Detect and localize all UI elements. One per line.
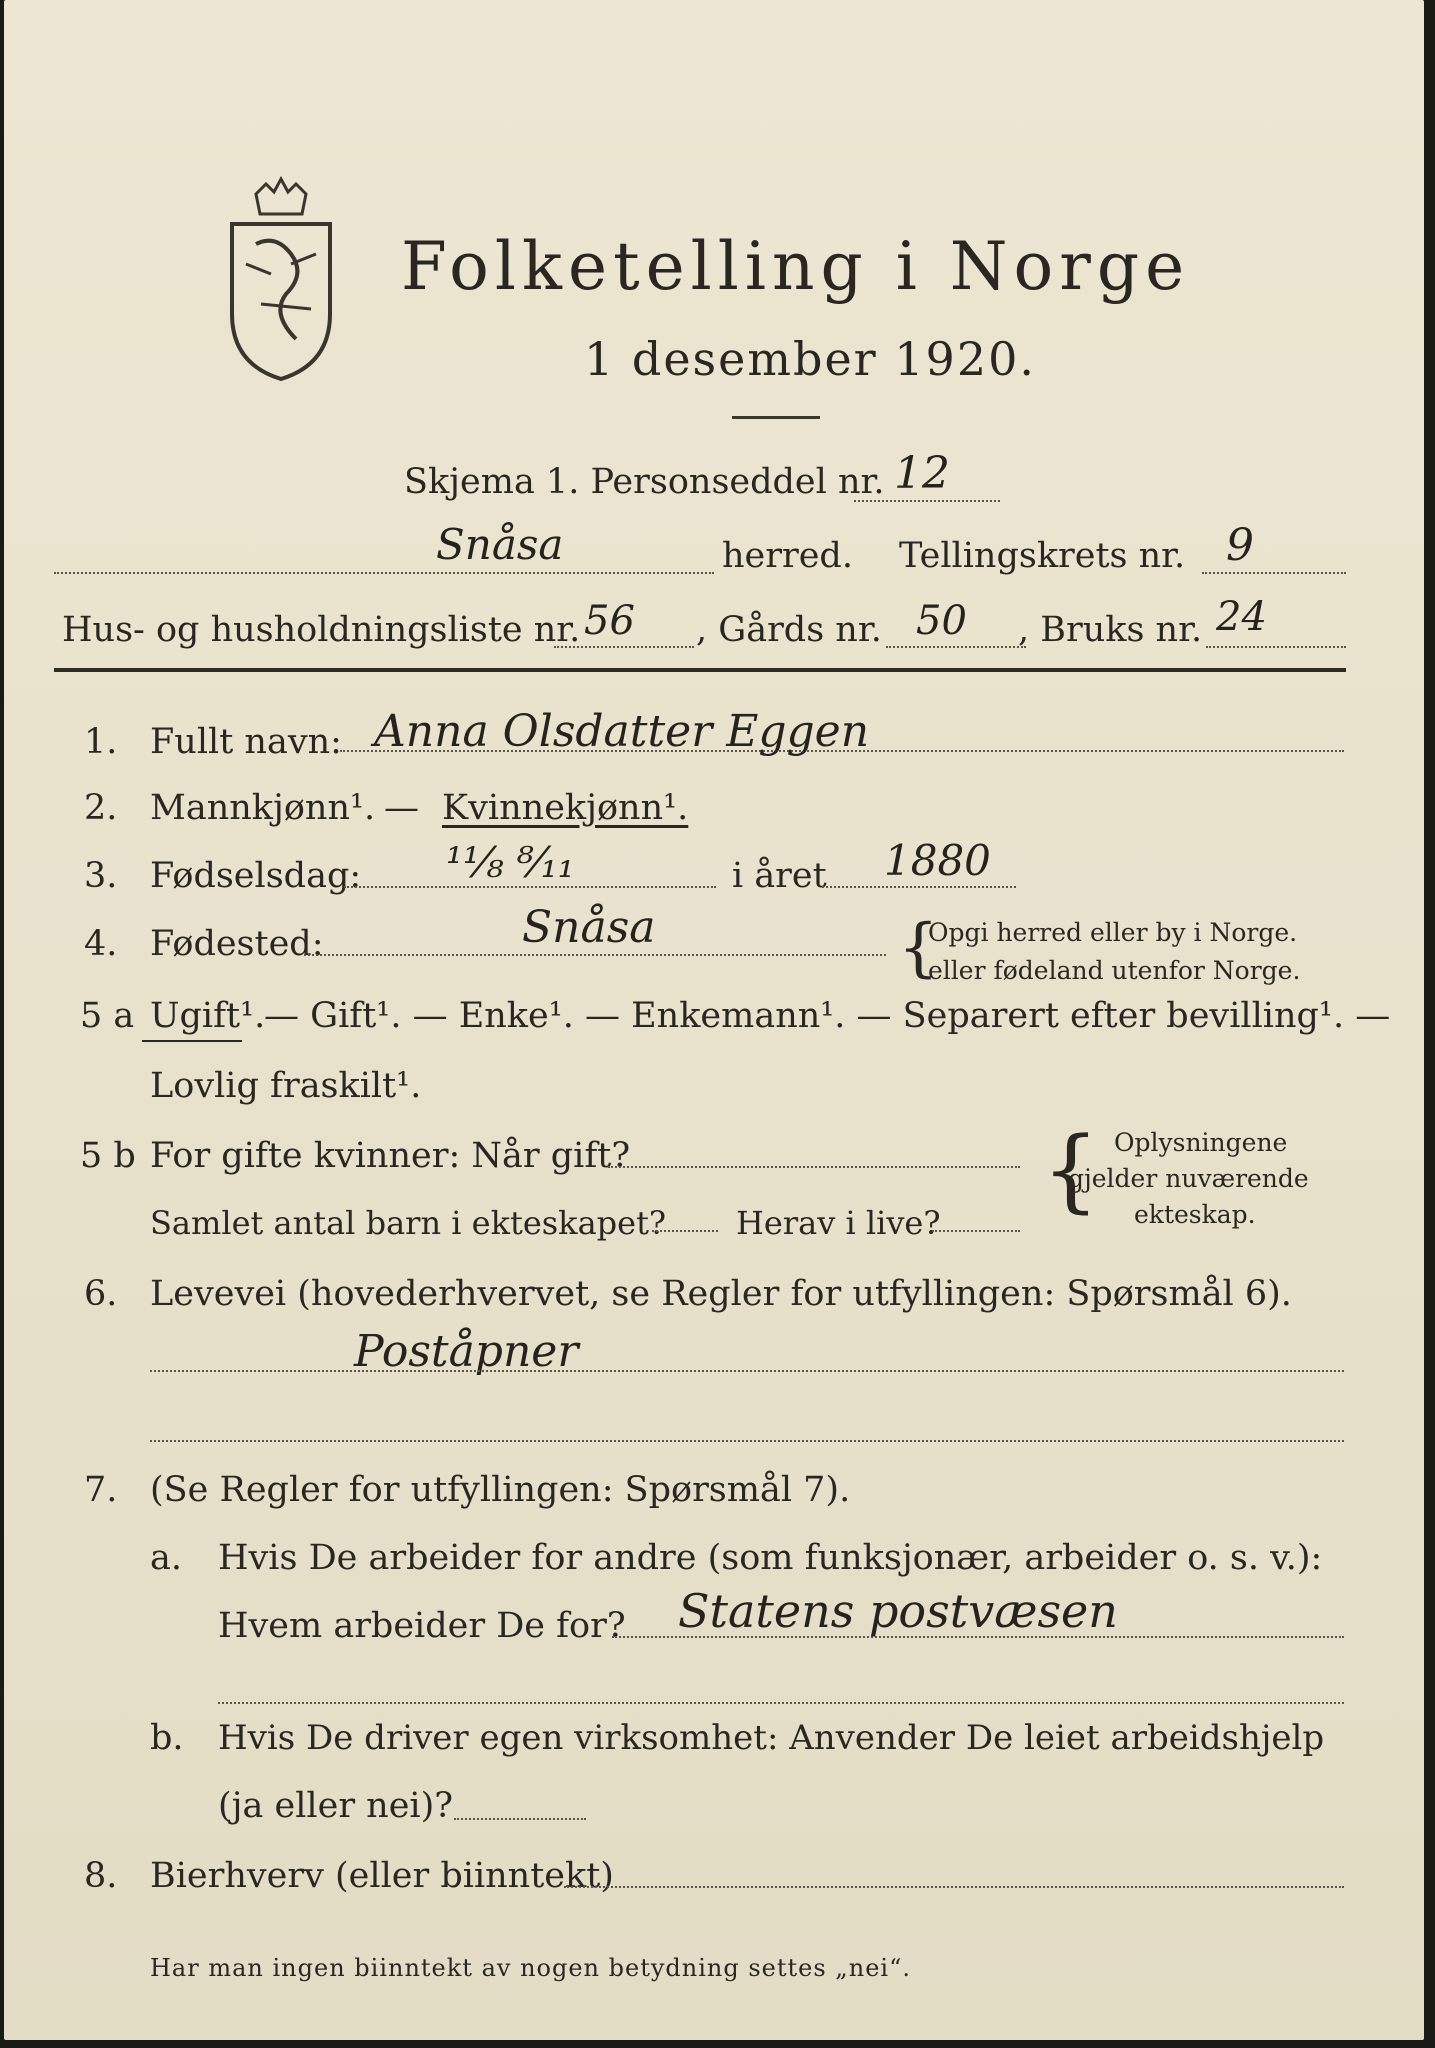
q7-number: 7.: [84, 1470, 118, 1510]
q4-brace: {: [898, 911, 939, 985]
hus-value: 56: [584, 598, 635, 644]
q7b-field-line: [454, 1818, 586, 1820]
q8-field-line: [564, 1886, 1344, 1888]
herred-label: herred.: [722, 536, 853, 576]
q6-label: Levevei (hovederhvervet, se Regler for utfyllingen: Spørsmål 6).: [150, 1274, 1292, 1314]
page-title: Folketelling i Norge: [401, 228, 1191, 305]
q5b-label-3: Herav i live?: [736, 1204, 941, 1242]
q5b-label-1: For gifte kvinner: Når gift?: [150, 1136, 631, 1176]
q2-female: Kvinnekjønn¹.: [442, 788, 689, 828]
q5a-line1: — Gift¹. — Enke¹. — Enkemann¹. — Separert efter bevilling¹. —: [264, 996, 1391, 1036]
q1-value: Anna Olsdatter Eggen: [374, 706, 870, 757]
q7a-label: Hvis De arbeider for andre (som funksjonær, arbeider o. s. v.):: [218, 1538, 1323, 1578]
gards-field-line: [886, 646, 1026, 648]
q5b-note-1: Oplysningene: [1114, 1128, 1288, 1157]
q5b-field-line-2: [652, 1230, 718, 1232]
q7-label: (Se Regler for utfyllingen: Spørsmål 7).: [150, 1470, 851, 1510]
skjema-field-line: [854, 500, 1000, 502]
q5a-number: 5 a: [80, 996, 135, 1036]
bruks-field-line: [1206, 646, 1346, 648]
q7a-number: a.: [150, 1538, 182, 1578]
herred-field-line: [54, 572, 714, 574]
bruks-label: , Bruks nr.: [1018, 610, 1203, 650]
q5b-field-line-1: [608, 1166, 1020, 1168]
q7a-question: Hvem arbeider De for?: [218, 1606, 626, 1646]
q8-label: Bierhverv (eller biinntekt): [150, 1856, 614, 1896]
q5a-line2: Lovlig fraskilt¹.: [150, 1066, 422, 1106]
coat-of-arms-icon: [216, 164, 346, 384]
q4-value: Snåsa: [522, 902, 656, 953]
q4-note-1: Opgi herred eller by i Norge.: [928, 918, 1298, 947]
gards-label: , Gårds nr.: [696, 610, 882, 650]
census-form-page: [4, 0, 1424, 2040]
q5b-field-line-3: [932, 1230, 1020, 1232]
q5b-number: 5 b: [80, 1136, 136, 1176]
tellingskrets-field-line: [1202, 572, 1346, 574]
q4-note-2: eller fødeland utenfor Norge.: [928, 956, 1301, 985]
q5b-label-2: Samlet antal barn i ekteskapet?: [150, 1204, 667, 1242]
q5b-note-2: gjelder nuværende: [1068, 1164, 1309, 1193]
q2-number: 2.: [84, 788, 118, 828]
q5b-note-3: ekteskap.: [1134, 1200, 1256, 1229]
q5b-brace: {: [1042, 1118, 1100, 1223]
q3-value: ¹¹⁄₈ ⁸⁄₁₁: [446, 838, 575, 887]
q6-number: 6.: [84, 1274, 118, 1314]
q3-year-field-line: [822, 886, 1016, 888]
hus-field-line: [554, 646, 694, 648]
q3-label: Fødselsdag:: [150, 856, 362, 896]
herred-value: Snåsa: [436, 520, 564, 569]
q4-number: 4.: [84, 924, 118, 964]
footer-note: Har man ingen biinntekt av nogen betydning settes „nei“.: [150, 1954, 911, 1982]
q3-year-value: 1880: [884, 836, 991, 885]
q4-field-line: [304, 954, 886, 956]
q3-year-label: i året: [732, 856, 827, 896]
q7a-field-line-2: [218, 1702, 1344, 1704]
census-date: 1 desember 1920.: [584, 332, 1036, 386]
q6-value: Poståpner: [354, 1326, 579, 1377]
q7a-value: Statens postvæsen: [678, 1584, 1118, 1638]
q6-field-line-1: [150, 1370, 1344, 1372]
q2-sep: —: [384, 788, 419, 828]
skjema-value: 12: [894, 448, 950, 499]
q7b-question: (ja eller nei)?: [218, 1786, 454, 1826]
gards-value: 50: [916, 598, 967, 644]
q8-number: 8.: [84, 1856, 118, 1896]
skjema-label: Skjema 1. Personseddel nr.: [404, 462, 885, 502]
q7b-label: Hvis De driver egen virksomhet: Anvender De leiet arbeidshjelp: [218, 1718, 1325, 1758]
q3-number: 3.: [84, 856, 118, 896]
q6-field-line-2: [150, 1440, 1344, 1442]
tellingskrets-label: Tellingskrets nr.: [899, 536, 1186, 576]
title-divider: [732, 416, 820, 419]
q1-label: Fullt navn:: [150, 722, 342, 762]
q1-number: 1.: [84, 722, 118, 762]
hus-label: Hus- og husholdningsliste nr.: [62, 610, 581, 650]
q7b-number: b.: [150, 1718, 184, 1758]
q5a-ugift-underline: [142, 1040, 242, 1042]
q4-label: Fødested:: [150, 924, 324, 964]
q2-male: Mannkjønn¹.: [150, 788, 376, 828]
bruks-value: 24: [1216, 594, 1267, 640]
header-rule: [54, 668, 1346, 672]
tellingskrets-value: 9: [1226, 520, 1254, 571]
q5a-ugift: Ugift¹.: [150, 996, 266, 1036]
